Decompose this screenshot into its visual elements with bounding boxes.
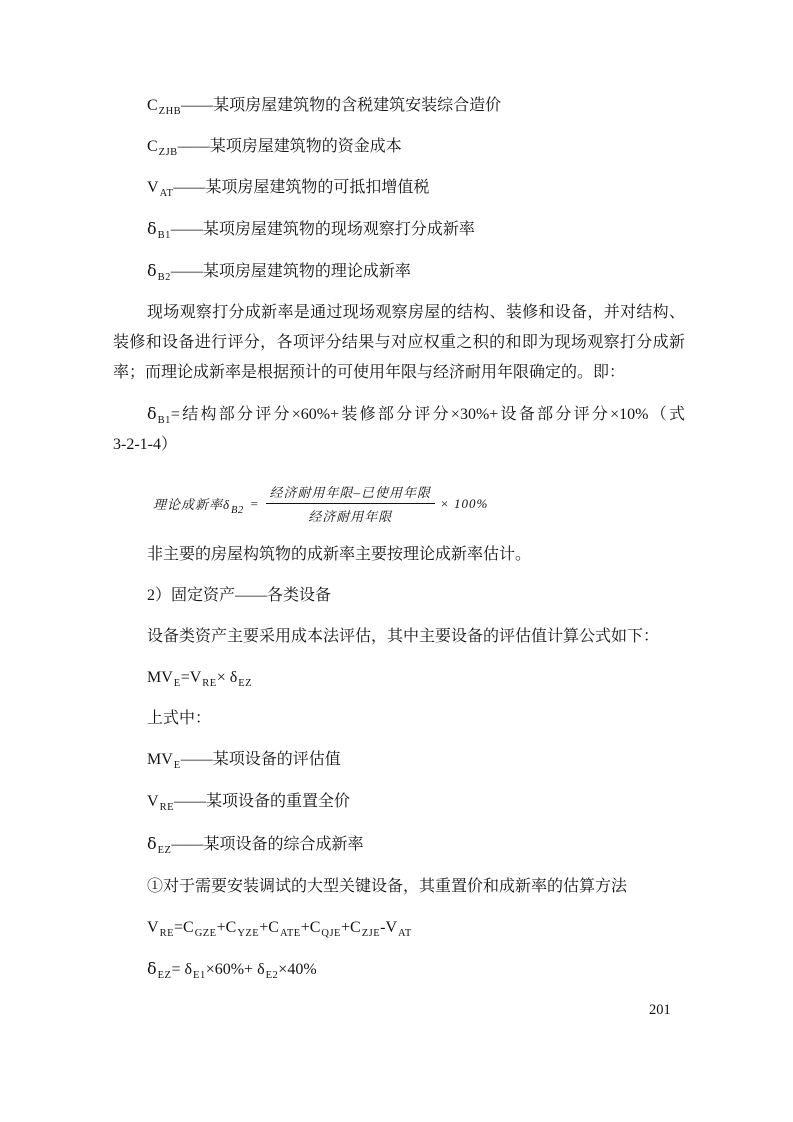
- symbol-subscript: B2: [231, 504, 244, 516]
- symbol-description: ——某项房屋建筑物的理论成新率: [170, 263, 411, 280]
- symbol-subscript: ZJE: [361, 928, 381, 940]
- symbol-subscript: E: [173, 760, 181, 772]
- symbol-base: MV: [147, 751, 173, 768]
- paragraph-observation-rate: 现场观察打分成新率是通过现场观察房屋的结构、装修和设备，并对结构、装修和设备进行评分，各项评分结果与对应权重之积的和即为现场观察打分成新率；而理论成新率是根据预计的可使用年限与经济耐用年限确定的。即：: [113, 304, 685, 381]
- paragraph-equipment-method: 设备类资产主要采用成本法评估，其中主要设备的评估值计算公式如下：: [147, 628, 660, 645]
- formula-theoretical-rate: [153, 482, 685, 525]
- fraction-multiplier: × 100%: [440, 495, 489, 511]
- symbol-subscript: ZJB: [158, 147, 178, 159]
- symbol-subscript: QJE: [321, 928, 341, 940]
- symbol-base: δ: [147, 219, 157, 238]
- symbol-subscript: AT: [398, 928, 412, 940]
- formula-part: δ: [147, 959, 157, 978]
- formula-delta-ez-composite: [113, 954, 685, 985]
- symbol-description: ——某项房屋建筑物的现场观察打分成新率: [170, 221, 475, 238]
- formula-part: ×60%+ δ: [205, 961, 265, 978]
- symbol-base: δ: [147, 404, 157, 423]
- symbol-subscript: RE: [159, 802, 174, 814]
- formula-mve: [113, 663, 685, 693]
- symbol-subscript: RE: [202, 678, 217, 690]
- formula-label: [153, 494, 244, 516]
- symbol-subscript: ZHB: [158, 106, 182, 118]
- symbol-description: ——某项设备的评估值: [180, 751, 341, 768]
- symbol-subscript: AT: [159, 188, 174, 200]
- formula-part: +C: [340, 919, 361, 936]
- symbol-description: ——某项房屋建筑物的可抵扣增值税: [173, 179, 430, 196]
- formula-part: =V: [180, 669, 202, 686]
- symbol-description: ——某项房屋建筑物的含税建筑安装综合造价: [181, 97, 502, 114]
- fraction-denominator: 经济耐用年限: [308, 509, 393, 524]
- symbol-def-delta-b1: [113, 214, 685, 245]
- formula-part: MV: [147, 669, 173, 686]
- page-content: [113, 91, 685, 996]
- formula-part: -V: [380, 919, 397, 936]
- symbol-def-czhb: [113, 91, 685, 121]
- equals-sign: =: [249, 495, 260, 511]
- formula-part: +C: [300, 919, 321, 936]
- formula-part: × δ: [216, 669, 238, 686]
- symbol-base: δ: [147, 834, 157, 853]
- symbol-description: ——某项设备的重置全价: [173, 793, 350, 810]
- symbol-def-czjb: [113, 132, 685, 162]
- symbol-def-mve: [113, 745, 685, 775]
- symbol-description: ——某项设备的综合成新率: [171, 836, 364, 853]
- paragraph-large-equipment-note: ①对于需要安装调试的大型关键设备，其重置价和成新率的估算方法: [147, 878, 628, 895]
- paragraph-in-above-formula: 上式中：: [147, 710, 212, 727]
- page-number: 201: [649, 1002, 671, 1018]
- symbol-subscript: GZE: [194, 928, 217, 940]
- symbol-subscript: B1: [157, 230, 171, 242]
- symbol-subscript: E: [173, 678, 181, 690]
- formula-part: ×40%: [278, 961, 317, 978]
- formula-body: =结构部分评分×60%+装修部分评分×30%+设备部分评分×10%（式: [170, 406, 685, 423]
- fraction: [266, 482, 436, 525]
- formula-part: V: [147, 919, 159, 936]
- symbol-base: C: [147, 97, 158, 114]
- formula-reference: 3-2-1-4）: [113, 436, 177, 453]
- fraction-numerator: 经济耐用年限–已使用年限: [266, 482, 436, 504]
- formula-part: =C: [173, 919, 194, 936]
- paragraph-theory-note: 非主要的房屋构筑物的成新率主要按理论成新率估计。: [147, 546, 532, 563]
- symbol-subscript: B2: [157, 272, 171, 284]
- formula-part: +C: [216, 919, 237, 936]
- symbol-def-delta-ez: [113, 829, 685, 860]
- symbol-subscript: RE: [159, 928, 174, 940]
- symbol-base: δ: [147, 261, 157, 280]
- symbol-subscript: E2: [265, 970, 279, 982]
- symbol-def-delta-b2: [113, 256, 685, 287]
- symbol-def-vat: [113, 173, 685, 203]
- heading-fixed-assets-equipment: 2）固定资产——各类设备: [147, 587, 332, 604]
- symbol-description: ——某项房屋建筑物的资金成本: [177, 138, 402, 155]
- symbol-base: V: [147, 179, 159, 196]
- formula-part: = δ: [171, 961, 193, 978]
- formula-vre-replacement: [113, 913, 685, 943]
- symbol-base: V: [147, 793, 159, 810]
- symbol-subscript: E1: [193, 970, 206, 982]
- formula-label-text: 理论成新率δ: [153, 497, 231, 512]
- symbol-subscript: ATE: [279, 928, 301, 940]
- symbol-subscript: YZE: [237, 928, 260, 940]
- symbol-def-vre: [113, 787, 685, 817]
- symbol-subscript: EZ: [157, 970, 172, 982]
- symbol-base: C: [147, 138, 158, 155]
- formula-delta-b1: [113, 399, 685, 460]
- symbol-subscript: EZ: [157, 845, 172, 857]
- formula-part: +C: [259, 919, 279, 936]
- symbol-subscript: EZ: [238, 678, 253, 690]
- symbol-subscript: B1: [157, 415, 171, 427]
